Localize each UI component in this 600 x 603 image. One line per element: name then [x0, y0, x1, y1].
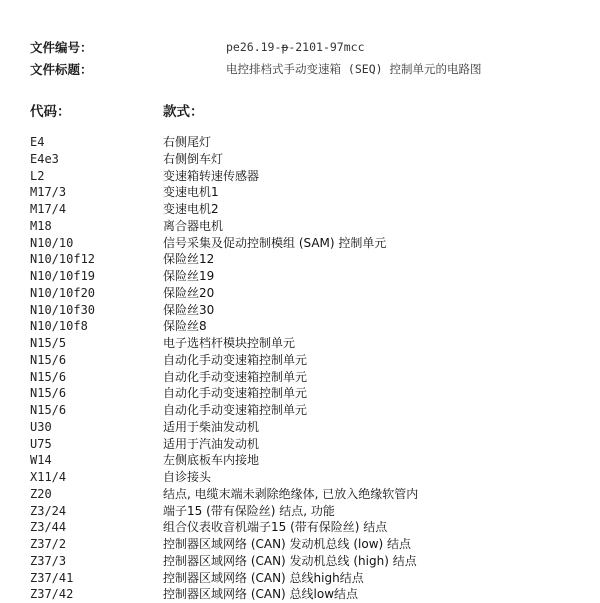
component-description: 变速电机1 [163, 185, 219, 200]
list-item [0, 553, 600, 570]
list-item [0, 168, 600, 185]
file-number-prefix: pe26.19- [226, 40, 282, 54]
list-item [0, 268, 600, 285]
component-code: Z3/44 [30, 520, 67, 535]
list-item [0, 285, 600, 302]
list-item [0, 184, 600, 201]
component-description: 变速箱转速传感器 [163, 168, 260, 183]
list-item [0, 570, 600, 587]
component-code: M17/4 [30, 202, 67, 216]
file-number-struck: p [281, 40, 289, 54]
list-item [0, 318, 600, 335]
list-item [0, 419, 600, 436]
component-code: E4 [30, 135, 45, 149]
component-description: 保险丝20 [163, 285, 215, 300]
component-code: N15/5 [30, 336, 67, 350]
component-code: Z37/2 [30, 537, 67, 551]
component-code: M18 [30, 218, 52, 233]
component-code: N15/6 [30, 369, 67, 384]
component-description: 自动化手动变速箱控制单元 [163, 369, 308, 384]
component-code: E4e3 [30, 151, 59, 166]
file-title-value: 电控排档式手动变速箱 (SEQ) 控制单元的电路图 [226, 62, 482, 76]
component-description: 适用于柴油发动机 [163, 419, 260, 434]
component-description: 离合器电机 [163, 218, 224, 233]
component-code: Z37/41 [30, 570, 74, 585]
list-item [0, 134, 600, 151]
component-code: N15/6 [30, 386, 67, 401]
list-item [0, 586, 600, 603]
code-column-header: 代码： [30, 104, 71, 120]
component-code: Z37/3 [30, 553, 67, 568]
component-code: M17/3 [30, 185, 67, 200]
list-item [0, 519, 600, 536]
component-description: 保险丝8 [163, 319, 207, 334]
component-code: Z3/24 [30, 503, 67, 518]
component-code: Z37/42 [30, 587, 74, 602]
file-title-row [30, 60, 482, 78]
list-item [0, 486, 600, 503]
file-number-label: 文件编号： [30, 40, 93, 55]
component-code: N10/10f20 [30, 285, 96, 300]
component-description: 右侧尾灯 [163, 135, 212, 149]
component-code: W14 [30, 453, 52, 468]
component-code: N10/10f8 [30, 319, 88, 334]
component-code: N10/10f19 [30, 269, 96, 283]
list-item [0, 302, 600, 319]
component-description: 适用于汽油发动机 [163, 436, 260, 451]
file-number-suffix: -2101-97mcc [288, 40, 365, 54]
component-description: 右侧倒车灯 [163, 151, 224, 166]
component-description: 自动化手动变速箱控制单元 [163, 386, 308, 401]
list-item [0, 335, 600, 352]
component-description: 保险丝19 [163, 269, 215, 283]
component-description: 电子选档杆模块控制单元 [163, 336, 296, 350]
list-item [0, 201, 600, 218]
list-item [0, 436, 600, 453]
list-item [0, 218, 600, 235]
component-code: U75 [30, 436, 52, 451]
component-description: 控制器区域网络 (CAN) 总线low结点 [163, 587, 359, 602]
list-item [0, 385, 600, 402]
list-item [0, 503, 600, 520]
component-code: U30 [30, 419, 52, 434]
file-number-value [226, 40, 365, 54]
file-number-row [30, 38, 365, 56]
list-item [0, 452, 600, 469]
component-code: N10/10 [30, 235, 74, 250]
list-item [0, 151, 600, 168]
component-code: N15/6 [30, 403, 67, 417]
component-list [0, 134, 600, 603]
list-item [0, 352, 600, 369]
component-code: N10/10f30 [30, 302, 96, 317]
component-description: 结点, 电缆末端未剥除绝缘体, 已放入绝缘软管内 [163, 486, 419, 501]
component-description: 控制器区域网络 (CAN) 发动机总线 (high) 结点 [163, 553, 417, 568]
component-description: 组合仪表收音机端子15 (带有保险丝) 结点 [163, 520, 388, 535]
list-item [0, 251, 600, 268]
component-code: N10/10f12 [30, 252, 96, 267]
component-code: L2 [30, 168, 45, 183]
component-description: 保险丝12 [163, 252, 215, 267]
component-description: 变速电机2 [163, 202, 219, 216]
component-description: 保险丝30 [163, 302, 215, 317]
component-description: 端子15 (带有保险丝) 结点, 功能 [163, 503, 335, 518]
component-description: 控制器区域网络 (CAN) 发动机总线 (low) 结点 [163, 537, 412, 551]
component-description: 自动化手动变速箱控制单元 [163, 352, 308, 367]
component-code: X11/4 [30, 470, 67, 484]
component-description: 自诊接头 [163, 470, 212, 484]
list-item [0, 536, 600, 553]
component-code: Z20 [30, 486, 52, 501]
component-description: 左侧底板车内接地 [163, 453, 260, 468]
description-column-header: 款式： [163, 104, 204, 120]
list-item [0, 369, 600, 386]
component-description: 信号采集及促动控制模组 (SAM) 控制单元 [163, 235, 387, 250]
component-code: N15/6 [30, 352, 67, 367]
component-description: 自动化手动变速箱控制单元 [163, 403, 308, 417]
list-item [0, 402, 600, 419]
list-item [0, 469, 600, 486]
component-description: 控制器区域网络 (CAN) 总线high结点 [163, 570, 364, 585]
file-title-label: 文件标题： [30, 62, 93, 77]
list-item [0, 235, 600, 252]
